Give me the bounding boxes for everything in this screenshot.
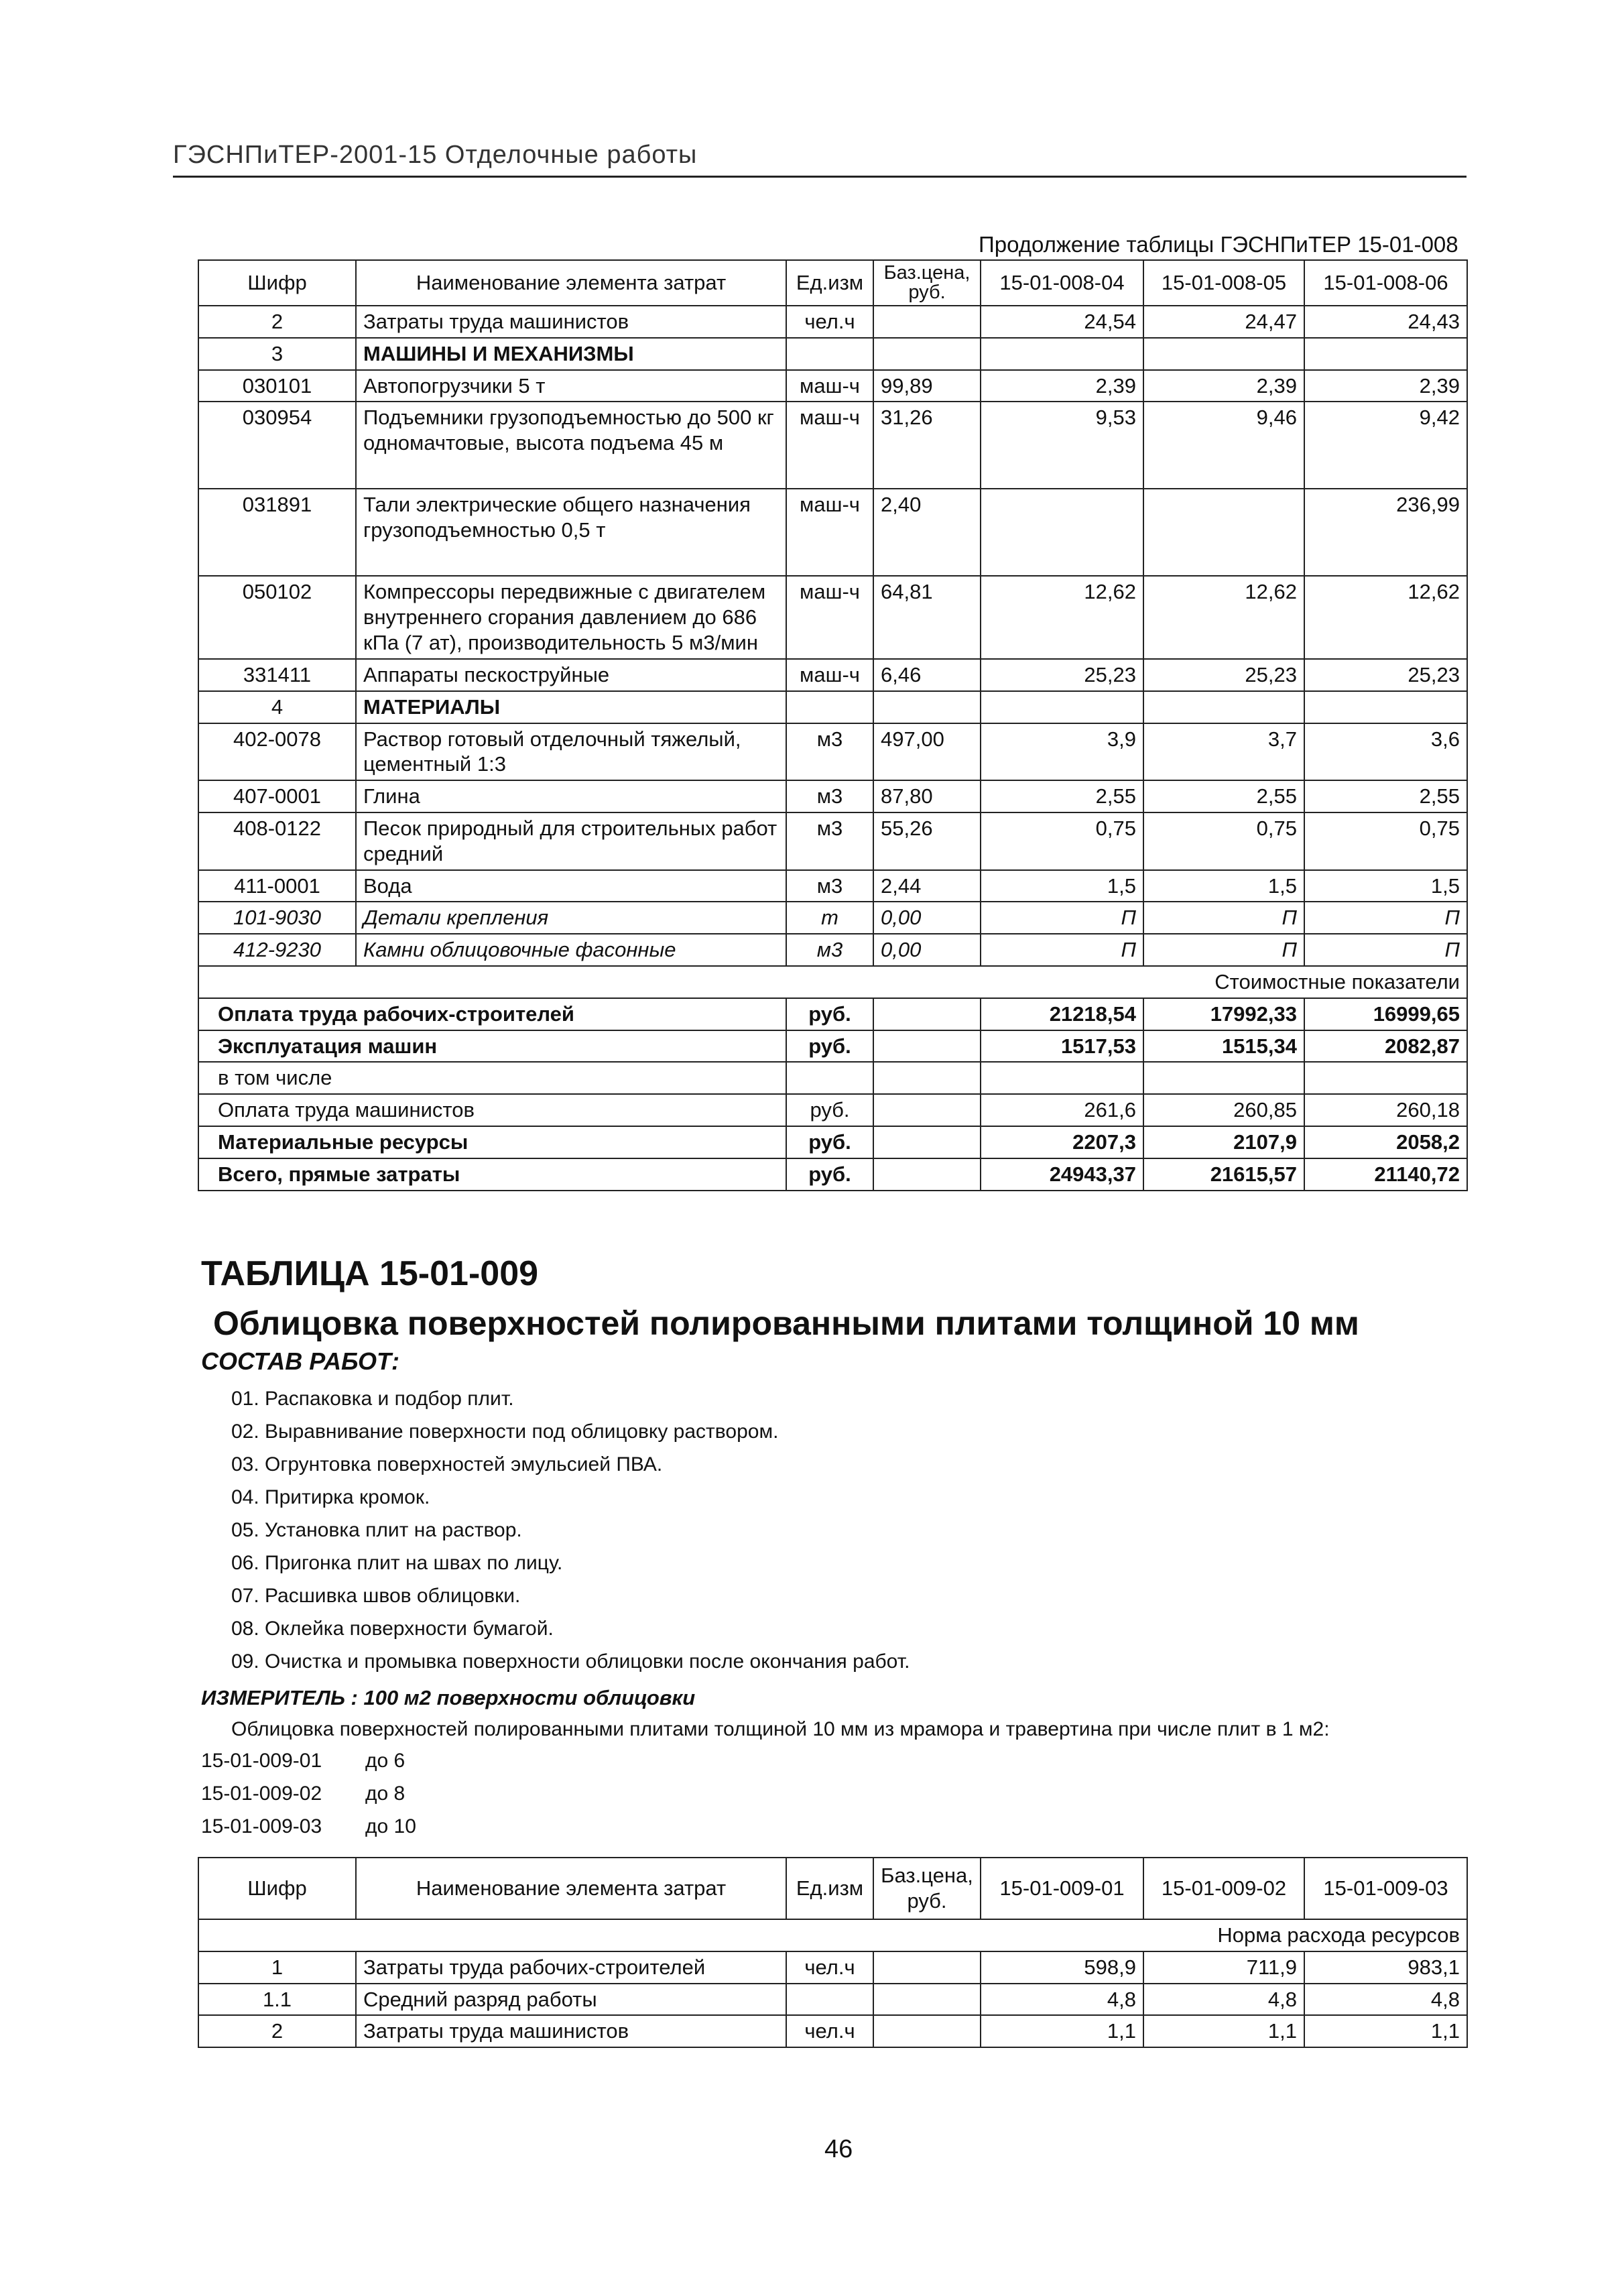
col-header-variant-3: 15-01-008-06 — [1304, 260, 1467, 306]
list-item: 04. Притирка кромок. — [231, 1486, 430, 1508]
cost-label: Оплата труда машинистов — [198, 1094, 786, 1126]
cell-price: 31,26 — [873, 402, 981, 489]
cell-price: 497,00 — [873, 723, 981, 781]
cell-value-3: П — [1304, 934, 1467, 966]
cell-value-3: 9,42 — [1304, 402, 1467, 489]
cost-value-1 — [981, 1062, 1143, 1094]
cell-price — [873, 1951, 981, 1984]
cell-value-1: П — [981, 934, 1143, 966]
cell-name: Затраты труда машинистов — [356, 306, 786, 338]
cell-value-1 — [981, 691, 1143, 723]
cell-unit: м3 — [786, 723, 873, 781]
table-row — [198, 723, 1467, 781]
cell-code: 030101 — [198, 370, 356, 402]
table-row — [198, 691, 1467, 723]
cost-value-3: 16999,65 — [1304, 998, 1467, 1030]
cell-code: 402-0078 — [198, 723, 356, 781]
cell-unit: маш-ч — [786, 659, 873, 691]
cell-unit — [786, 1984, 873, 2016]
cell-value-2: 12,62 — [1143, 576, 1304, 658]
cell-value-3 — [1304, 691, 1467, 723]
cell-value-3: 4,8 — [1304, 1984, 1467, 2016]
cell-price: 2,40 — [873, 489, 981, 576]
cell-name: МАШИНЫ И МЕХАНИЗМЫ — [356, 338, 786, 370]
cell-value-3: 0,75 — [1304, 812, 1467, 870]
cell-name: Камни облицовочные фасонные — [356, 934, 786, 966]
cell-name: Средний разряд работы — [356, 1984, 786, 2016]
variant-text: до 8 — [365, 1783, 406, 1805]
cell-name: Затраты труда рабочих-строителей — [356, 1951, 786, 1984]
col-header-unit: Ед.изм — [786, 1858, 873, 1919]
cell-value-2: 1,1 — [1143, 2015, 1304, 2047]
cell-price: 55,26 — [873, 812, 981, 870]
table-row — [198, 338, 1467, 370]
variant-code: 15-01-009-03 — [201, 1815, 322, 1837]
norm-caption: Норма расхода ресурсов — [198, 1919, 1467, 1951]
cell-value-1: 3,9 — [981, 723, 1143, 781]
cell-name: Глина — [356, 780, 786, 812]
cost-row — [198, 1030, 1467, 1063]
cost-value-3: 21140,72 — [1304, 1158, 1467, 1191]
cell-value-2 — [1143, 489, 1304, 576]
cell-unit: м3 — [786, 780, 873, 812]
table-row — [198, 576, 1467, 658]
cell-code: 407-0001 — [198, 780, 356, 812]
variant-row — [201, 1750, 416, 1783]
col-header-price: Баз.цена, руб. — [873, 260, 981, 306]
cost-unit: руб. — [786, 1030, 873, 1063]
cell-value-3: 12,62 — [1304, 576, 1467, 658]
cell-value-2: 2,39 — [1143, 370, 1304, 402]
cost-value-3 — [1304, 1062, 1467, 1094]
list-item: 08. Оклейка поверхности бумагой. — [231, 1618, 554, 1640]
list-item: 07. Расшивка швов облицовки. — [231, 1585, 521, 1607]
cost-value-1: 2207,3 — [981, 1126, 1143, 1158]
table-header-row — [198, 1858, 1467, 1919]
cost-value-3: 2058,2 — [1304, 1126, 1467, 1158]
table-row — [198, 402, 1467, 489]
cost-row — [198, 1126, 1467, 1158]
col-header-price: Баз.цена, руб. — [873, 1858, 981, 1919]
list-item: 05. Установка плит на раствор. — [231, 1519, 522, 1541]
cell-price: 99,89 — [873, 370, 981, 402]
cell-code: 4 — [198, 691, 356, 723]
cost-label: Всего, прямые затраты — [198, 1158, 786, 1191]
table-row-norm-caption — [198, 1919, 1467, 1951]
table-row — [198, 370, 1467, 402]
cost-price — [873, 1158, 981, 1191]
cell-price — [873, 2015, 981, 2047]
cost-value-1: 261,6 — [981, 1094, 1143, 1126]
cost-label: Материальные ресурсы — [198, 1126, 786, 1158]
cell-code: 050102 — [198, 576, 356, 658]
cell-value-1: П — [981, 902, 1143, 934]
cell-value-3: 2,39 — [1304, 370, 1467, 402]
cell-unit: маш-ч — [786, 402, 873, 489]
cost-unit: руб. — [786, 998, 873, 1030]
variant-row — [201, 1815, 416, 1848]
cell-unit: чел.ч — [786, 1951, 873, 1984]
cell-unit — [786, 338, 873, 370]
col-header-code: Шифр — [198, 260, 356, 306]
cell-name: Песок природный для строительных работ средний — [356, 812, 786, 870]
cost-label: в том числе — [198, 1062, 786, 1094]
cell-value-3: 983,1 — [1304, 1951, 1467, 1984]
cell-value-3: 25,23 — [1304, 659, 1467, 691]
cell-value-2: 3,7 — [1143, 723, 1304, 781]
cell-value-2: 1,5 — [1143, 870, 1304, 902]
list-item: 01. Распаковка и подбор плит. — [231, 1388, 514, 1410]
cell-unit: чел.ч — [786, 306, 873, 338]
cell-code: 2 — [198, 2015, 356, 2047]
cell-value-3 — [1304, 338, 1467, 370]
works-heading: СОСТАВ РАБОТ: — [201, 1347, 399, 1375]
cost-price — [873, 998, 981, 1030]
cost-value-1: 24943,37 — [981, 1158, 1143, 1191]
cost-unit: руб. — [786, 1126, 873, 1158]
cost-value-3: 260,18 — [1304, 1094, 1467, 1126]
cost-row — [198, 1062, 1467, 1094]
cost-value-2 — [1143, 1062, 1304, 1094]
measure-unit: ИЗМЕРИТЕЛЬ : 100 м2 поверхности облицовки — [201, 1686, 696, 1709]
table-continuation-caption: Продолжение таблицы ГЭСНПиТЕР 15-01-008 — [979, 232, 1458, 257]
cell-value-2: П — [1143, 934, 1304, 966]
cell-value-2: 2,55 — [1143, 780, 1304, 812]
cell-price: 0,00 — [873, 934, 981, 966]
cell-value-1: 4,8 — [981, 1984, 1143, 2016]
list-item: 06. Пригонка плит на швах по лицу. — [231, 1552, 563, 1574]
works-list — [231, 1388, 910, 1683]
cell-price: 6,46 — [873, 659, 981, 691]
cell-code: 2 — [198, 306, 356, 338]
section-subtitle: Облицовка поверхностей полированными плитами толщиной 10 мм — [213, 1305, 1359, 1342]
cell-unit: т — [786, 902, 873, 934]
cell-code: 412-9230 — [198, 934, 356, 966]
col-header-code: Шифр — [198, 1858, 356, 1919]
cell-unit: маш-ч — [786, 370, 873, 402]
cell-unit: чел.ч — [786, 2015, 873, 2047]
cost-price — [873, 1030, 981, 1063]
table-row — [198, 902, 1467, 934]
cell-price: 64,81 — [873, 576, 981, 658]
cost-value-2: 2107,9 — [1143, 1126, 1304, 1158]
list-item: 03. Огрунтовка поверхностей эмульсией ПВА. — [231, 1453, 663, 1475]
cell-value-1: 24,54 — [981, 306, 1143, 338]
cell-value-2: 4,8 — [1143, 1984, 1304, 2016]
cost-value-1: 21218,54 — [981, 998, 1143, 1030]
cost-label: Оплата труда рабочих-строителей — [198, 998, 786, 1030]
cost-row — [198, 1094, 1467, 1126]
cell-code: 101-9030 — [198, 902, 356, 934]
table-row-cost-caption — [198, 966, 1467, 998]
table-row — [198, 1984, 1467, 2016]
cell-value-2: 711,9 — [1143, 1951, 1304, 1984]
cell-price — [873, 338, 981, 370]
cell-value-3: П — [1304, 902, 1467, 934]
cell-name: МАТЕРИАЛЫ — [356, 691, 786, 723]
cell-unit: м3 — [786, 934, 873, 966]
section-description: Облицовка поверхностей полированными плитами толщиной 10 мм из мрамора и травертина при числе плит в 1 м2: — [231, 1718, 1330, 1740]
cost-price — [873, 1062, 981, 1094]
col-header-variant-1: 15-01-008-04 — [981, 260, 1143, 306]
cost-caption: Стоимостные показатели — [198, 966, 1467, 998]
cost-value-2: 21615,57 — [1143, 1158, 1304, 1191]
cell-code: 408-0122 — [198, 812, 356, 870]
cell-value-3: 1,5 — [1304, 870, 1467, 902]
table-row — [198, 780, 1467, 812]
cell-value-2: 9,46 — [1143, 402, 1304, 489]
cell-value-3: 3,6 — [1304, 723, 1467, 781]
cost-row — [198, 1158, 1467, 1191]
cell-value-2 — [1143, 338, 1304, 370]
col-header-variant-1: 15-01-009-01 — [981, 1858, 1143, 1919]
table-row — [198, 812, 1467, 870]
page-number: 46 — [824, 2135, 853, 2163]
cell-price — [873, 691, 981, 723]
cost-value-3: 2082,87 — [1304, 1030, 1467, 1063]
cell-value-1: 25,23 — [981, 659, 1143, 691]
cell-unit: м3 — [786, 812, 873, 870]
list-item: 02. Выравнивание поверхности под облицовку раствором. — [231, 1421, 779, 1443]
cost-price — [873, 1094, 981, 1126]
cell-unit: маш-ч — [786, 576, 873, 658]
table-15-01-008 — [198, 259, 1468, 1191]
cell-value-2: П — [1143, 902, 1304, 934]
cell-name: Затраты труда машинистов — [356, 2015, 786, 2047]
col-header-variant-2: 15-01-009-02 — [1143, 1858, 1304, 1919]
table-row — [198, 489, 1467, 576]
cell-code: 411-0001 — [198, 870, 356, 902]
cell-value-2: 0,75 — [1143, 812, 1304, 870]
table-row — [198, 306, 1467, 338]
cell-unit: м3 — [786, 870, 873, 902]
cell-unit: маш-ч — [786, 489, 873, 576]
cell-name: Вода — [356, 870, 786, 902]
cell-value-2 — [1143, 691, 1304, 723]
cost-unit: руб. — [786, 1094, 873, 1126]
cell-name: Аппараты пескоструйные — [356, 659, 786, 691]
cell-price — [873, 306, 981, 338]
cell-name: Детали крепления — [356, 902, 786, 934]
cost-unit: руб. — [786, 1158, 873, 1191]
cell-name: Раствор готовый отделочный тяжелый, цементный 1:3 — [356, 723, 786, 781]
cell-value-1: 9,53 — [981, 402, 1143, 489]
cell-code: 1.1 — [198, 1984, 356, 2016]
list-item: 09. Очистка и промывка поверхности облицовки после окончания работ. — [231, 1650, 910, 1673]
cell-name: Тали электрические общего назначения грузоподъемностью 0,5 т — [356, 489, 786, 576]
variant-code: 15-01-009-02 — [201, 1783, 322, 1805]
table-row — [198, 934, 1467, 966]
cost-label: Эксплуатация машин — [198, 1030, 786, 1063]
cell-value-1: 0,75 — [981, 812, 1143, 870]
table-row — [198, 870, 1467, 902]
cell-value-1: 598,9 — [981, 1951, 1143, 1984]
cost-row — [198, 998, 1467, 1030]
header-rule — [173, 176, 1467, 178]
cell-value-2: 24,47 — [1143, 306, 1304, 338]
cell-value-1: 2,39 — [981, 370, 1143, 402]
table-row — [198, 1951, 1467, 1984]
cost-value-2: 1515,34 — [1143, 1030, 1304, 1063]
cell-value-3: 24,43 — [1304, 306, 1467, 338]
table-15-01-009 — [198, 1857, 1468, 2048]
cost-value-1: 1517,53 — [981, 1030, 1143, 1063]
section-title: ТАБЛИЦА 15-01-009 — [201, 1254, 539, 1293]
cell-value-2: 25,23 — [1143, 659, 1304, 691]
cell-value-3: 2,55 — [1304, 780, 1467, 812]
col-header-variant-3: 15-01-009-03 — [1304, 1858, 1467, 1919]
col-header-variant-2: 15-01-008-05 — [1143, 260, 1304, 306]
cell-value-1: 2,55 — [981, 780, 1143, 812]
variant-code: 15-01-009-01 — [201, 1750, 322, 1772]
variant-row — [201, 1783, 416, 1815]
cell-price: 87,80 — [873, 780, 981, 812]
variant-text: до 6 — [365, 1750, 406, 1772]
cell-unit — [786, 691, 873, 723]
col-header-unit: Ед.изм — [786, 260, 873, 306]
cell-name: Подъемники грузоподъемностью до 500 кг одномачтовые, высота подъема 45 м — [356, 402, 786, 489]
cell-name: Автопогрузчики 5 т — [356, 370, 786, 402]
table-header-row — [198, 260, 1467, 306]
cell-code: 3 — [198, 338, 356, 370]
cell-value-1 — [981, 489, 1143, 576]
cell-price: 2,44 — [873, 870, 981, 902]
cell-value-3: 1,1 — [1304, 2015, 1467, 2047]
cell-price — [873, 1984, 981, 2016]
document-header: ГЭСНПиТЕР-2001-15 Отделочные работы — [173, 141, 698, 169]
cell-code: 030954 — [198, 402, 356, 489]
col-header-name: Наименование элемента затрат — [356, 1858, 786, 1919]
table-row — [198, 2015, 1467, 2047]
cell-code: 1 — [198, 1951, 356, 1984]
cost-value-2: 260,85 — [1143, 1094, 1304, 1126]
cell-code: 331411 — [198, 659, 356, 691]
cell-value-1: 12,62 — [981, 576, 1143, 658]
cell-price: 0,00 — [873, 902, 981, 934]
variant-text: до 10 — [365, 1815, 416, 1837]
cell-value-1 — [981, 338, 1143, 370]
cell-value-1: 1,5 — [981, 870, 1143, 902]
table-row — [198, 659, 1467, 691]
cell-value-3: 236,99 — [1304, 489, 1467, 576]
cell-value-1: 1,1 — [981, 2015, 1143, 2047]
cost-unit — [786, 1062, 873, 1094]
col-header-name: Наименование элемента затрат — [356, 260, 786, 306]
cost-price — [873, 1126, 981, 1158]
cost-value-2: 17992,33 — [1143, 998, 1304, 1030]
variants-list — [201, 1750, 416, 1848]
cell-name: Компрессоры передвижные с двигателем внутреннего сгорания давлением до 686 кПа (7 ат), производительность 5 м3/мин — [356, 576, 786, 658]
cell-code: 031891 — [198, 489, 356, 576]
